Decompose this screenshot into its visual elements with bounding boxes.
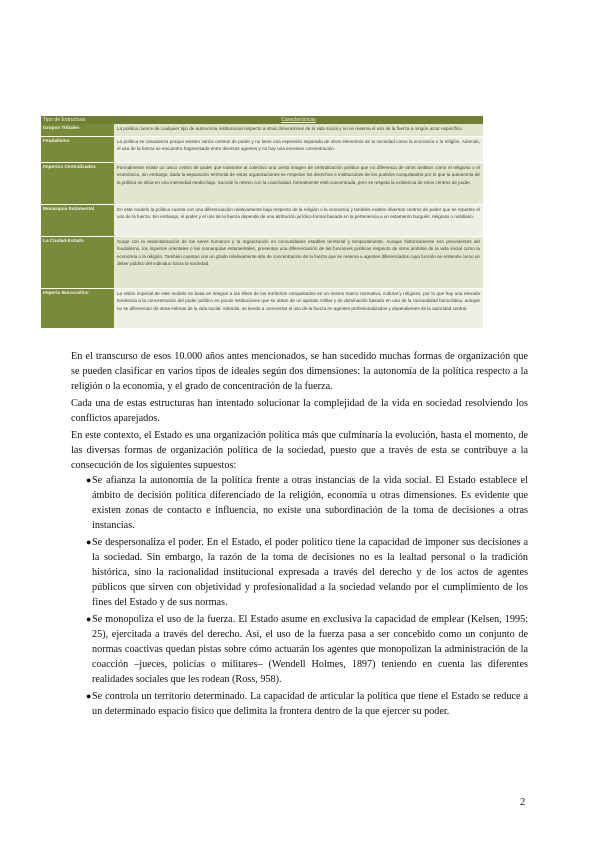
table-cell-type: Imperio Burocrático <box>41 288 114 328</box>
table-row <box>41 236 483 288</box>
body-text <box>71 349 528 719</box>
table-row <box>41 288 483 328</box>
bullet-icon: ● <box>86 475 92 485</box>
table-cell-description: La política carece de cualquier tipo de autonomía institucional respecto a otras dimensiones de la vida social y no se reserva el uso de la fuerza a ningún actor específico. <box>114 124 483 136</box>
page-number: 2 <box>520 797 526 808</box>
list-item <box>71 689 528 719</box>
table-header-type: Tipo de Estructura <box>41 116 114 124</box>
structures-table <box>41 116 483 329</box>
table-header-row <box>41 116 483 124</box>
paragraph: En el transcurso de esos 10.000 años antes mencionados, se han sucedido muchas formas de organización que se pueden clasificar en varios tipos de ideales según dos dimensiones: la autonomía de la política respecto a la religión o la economía, y el grado de concentración de la fuerza. <box>71 351 528 392</box>
bullet-list <box>71 473 528 719</box>
paragraph: En este contexto, el Estado es una organización política más que culminaría la evolución, hasta el momento, de las diversas formas de organización política de la sociedad, puesto que a través de esta se contribuye a la consecución de los siguientes supuestos: <box>71 430 528 471</box>
table-cell-description: Formalmente existe un único centro de poder que transmite al colectivo una cierta imagen de centralización política que no diferencia de otros ámbitos como el religioso o el económico, sin embargo, dada la separación territorial de estas organizaciones se respetan los derechos e instituciones de los pueblos conquistados por lo que la autonomía de la política se sitúa en una intensidad media-baja. Sucede lo mismo con la coactividad, formalmente está concentrada, pero se respeta la existencia de otros centros de poder. <box>114 162 483 204</box>
list-item-text: Se despersonaliza el poder. En el Estado, el poder político tiene la capacidad de imponer sus decisiones a la sociedad. Sin embargo, la razón de la toma de decisiones no es la lealtad personal o la tradición histórica, sino la racionalidad institucional expresada a través del derecho y de los actos de agentes públicos que sirven con objetividad y profesionalidad a la sociedad velando por el cumplimiento de los fines del Estado y de sus normas. <box>92 537 528 608</box>
list-item-text: Se controla un territorio determinado. La capacidad de articular la política que tiene el Estado se reduce a un determinado espacio físico que delimita la frontera dentro de la que ejercer su poder. <box>92 691 528 717</box>
table-cell-description: En este modelo la política cuenta con una diferenciación relativamente baja respecto de la religión o la economía y también existen diversos centros de poder que se reparten el uso de la fuerza. Sin embargo, el poder y el uso de la fuerza depende de una atribución jurídico-formal basada en la pertenencia a un estamento burgués, religioso o nobiliario. <box>114 204 483 236</box>
table-row <box>41 162 483 204</box>
bullet-icon: ● <box>86 614 92 624</box>
table-cell-description: Surge con la sedentarización de los seres humanos y la organización en comunidades estables territorial y temporalmente. Aunque históricamente son precedentes del feudalismo, los imperios orientales o las monarquías estamentales, presentan una diferenciación de las funciones políticas respecto de otros ámbitos de la vida social como la economía o la religión. También cuentan con un grado relativamente alto de concentración de la fuerza que se reserva a agentes diferenciados cuya función se entiende como un deber público del individuo hacia la sociedad. <box>114 236 483 288</box>
table-cell-type: Monarquía Estamental <box>41 204 114 236</box>
list-item-text: Se monopoliza el uso de la fuerza. El Estado asume en exclusiva la capacidad de emplear (Kelsen, 1995: 25), ejercitada a través del derecho. Así, el uso de la fuerza pasa a ser concebido como un conjunto de normas coactivas quedan pistas sobre cómo actuarán los agentes que monopolizan la administración de la coacción –jueces, policías o militares– (Wendell Holmes, 1897) teniendo en cuenta las diferentes realidades sociales que les rodean (Ross, 958). <box>92 614 528 685</box>
list-item <box>71 473 528 533</box>
table-cell-type: Grupos Tribales <box>41 124 114 136</box>
table-header-characteristics: Características <box>114 116 483 124</box>
list-item <box>71 612 528 687</box>
table-row <box>41 204 483 236</box>
list-item <box>71 535 528 610</box>
list-item-text: Se afianza la autonomía de la política frente a otras instancias de la vida social. El Estado establece el ámbito de decisión política diferenciado de la religión, economía u otras dimensiones. Es evidente que existen zonas de contacto e influencia, no existe una subordinación de la toma de decisiones a otras instancias. <box>92 475 528 531</box>
bullet-icon: ● <box>86 691 92 701</box>
table-row <box>41 136 483 162</box>
bullet-icon: ● <box>86 537 92 547</box>
table-cell-description: La visión imperial de este modelo se basa en integrar a las élites de los territorios conquistados en un mismo marco normativo, cultural y religioso, por lo que hay una elevada tendencia a la concentración del poder político en pocas instituciones que se dotan de un aparato militar y de dominación basado en una de la racionalidad burocrática, aunque no se diferencian de otras esferas de la vida social. Además, se tiende a concentrar el uso de la fuerza en agentes profesionalizados y dependientes de la autoridad central. <box>114 288 483 328</box>
table-row <box>41 124 483 136</box>
table-cell-description: La política se caracteriza porque existen varios centros de poder y no tiene una expresión separada de otros elementos de la sociedad como la economía o la religión. Además, el uso de la fuerza se encuentra fragmentado entre diversos agentes y no hay una excesiva concentración. <box>114 136 483 162</box>
table-cell-type: Feudalismo <box>41 136 114 162</box>
table-cell-type: La Ciudad-Estado <box>41 236 114 288</box>
paragraph: Cada una de estas estructuras han intentado solucionar la complejidad de la vida en sociedad resolviendo los conflictos aparejados. <box>71 398 528 424</box>
table-cell-type: Imperios Centralizados <box>41 162 114 204</box>
